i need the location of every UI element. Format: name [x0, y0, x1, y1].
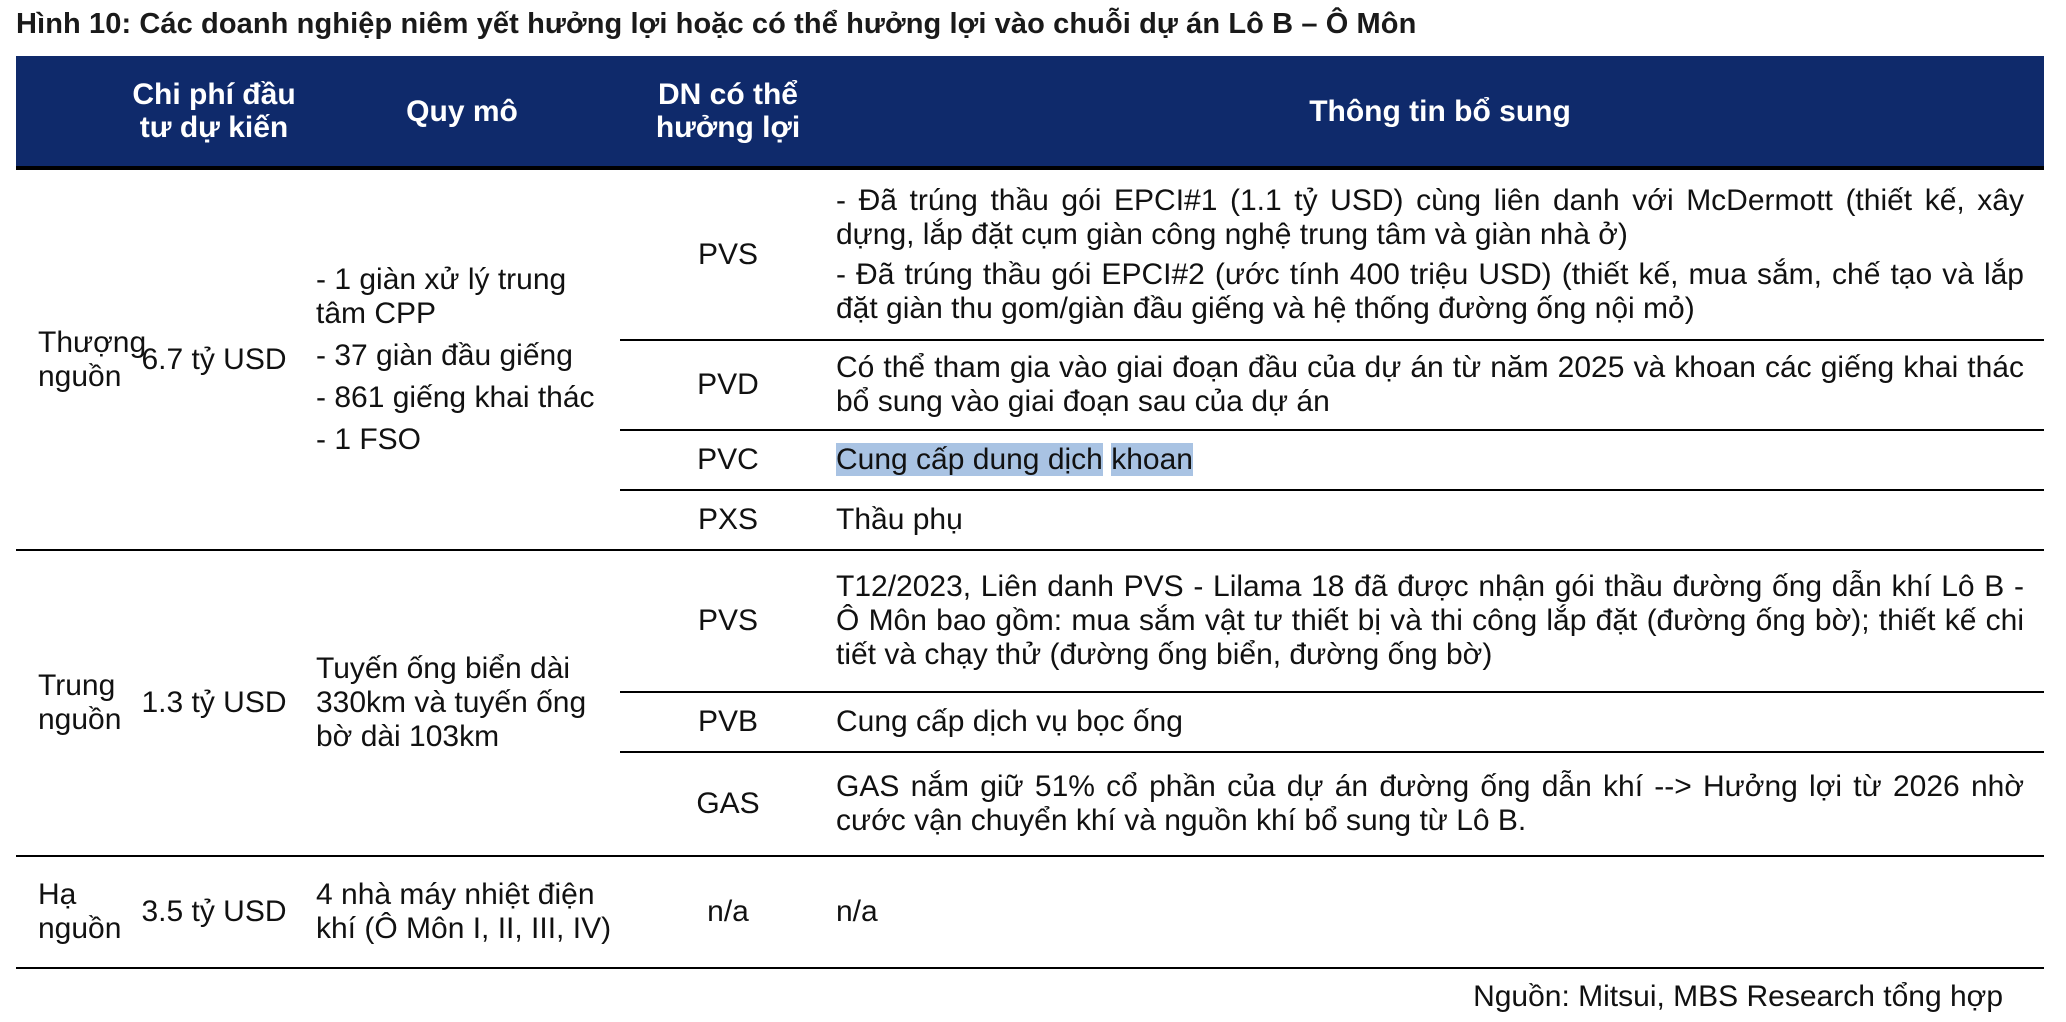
table-row: [16, 168, 2044, 340]
scale-downstream: 4 nhà máy nhiệt điện khí (Ô Môn I, II, III, IV): [304, 856, 620, 968]
company-cell: GAS: [620, 752, 836, 856]
company-cell: PVS: [620, 168, 836, 340]
table-row: [16, 550, 2044, 692]
info-paragraph: - Đã trúng thầu gói EPCI#1 (1.1 tỷ USD) cùng liên danh với McDermott (thiết kế, xây dựng, lắp đặt cụm giàn công nghệ trung tâm và giàn nhà ở): [836, 183, 2024, 251]
cost-midstream: 1.3 tỷ USD: [124, 550, 304, 856]
header-company: DN có thể hưởng lợi: [655, 78, 801, 144]
company-cell: PVD: [620, 340, 836, 430]
scale-item: - 1 FSO: [316, 422, 422, 456]
info-paragraph: - Đã trúng thầu gói EPCI#2 (ước tính 400 triệu USD) (thiết kế, mua sắm, chế tạo và lắp đặt giàn thu gom/giàn đầu giếng và hệ thống đường ống nội mỏ): [836, 257, 2024, 325]
company-cell: PVS: [620, 550, 836, 692]
info-cell: [836, 430, 2044, 490]
table-row: [16, 856, 2044, 968]
scale-upstream: [304, 168, 620, 550]
highlighted-text: Cung cấp dung dịch: [836, 443, 1103, 476]
beneficiaries-table: [16, 56, 2044, 969]
company-cell: PVC: [620, 430, 836, 490]
header-info: Thông tin bổ sung: [1309, 94, 1571, 128]
info-cell: GAS nắm giữ 51% cổ phần của dự án đường ống dẫn khí --> Hưởng lợi từ 2026 nhờ cước vận chuyển khí và nguồn khí bổ sung từ Lô B.: [836, 752, 2044, 856]
segment-midstream: Trung nguồn: [16, 550, 124, 856]
info-cell: [836, 168, 2044, 340]
header-cost: Chi phí đầu tư dự kiến: [132, 78, 296, 144]
info-cell: Cung cấp dịch vụ bọc ống: [836, 692, 2044, 752]
info-cell: Có thể tham gia vào giai đoạn đầu của dự án từ năm 2025 và khoan các giếng khai thác bổ sung vào giai đoạn sau của dự án: [836, 340, 2044, 430]
scale-item: - 37 giàn đầu giếng: [316, 338, 573, 372]
cost-upstream: 6.7 tỷ USD: [124, 168, 304, 550]
scale-item: - 861 giếng khai thác: [316, 380, 595, 414]
source-note: Nguồn: Mitsui, MBS Research tổng hợp: [1473, 980, 2003, 1013]
cost-downstream: 3.5 tỷ USD: [124, 856, 304, 968]
segment-upstream: Thượng nguồn: [16, 168, 124, 550]
info-cell: T12/2023, Liên danh PVS - Lilama 18 đã được nhận gói thầu đường ống dẫn khí Lô B - Ô Môn bao gồm: mua sắm vật tư thiết bị và thi công lắp đặt (đường ống bờ); thiết kế chi tiết và chạy thử (đường ống biển, đường ống bờ): [836, 550, 2044, 692]
scale-item: - 1 giàn xử lý trung tâm CPP: [316, 262, 567, 330]
highlighted-text: khoan: [1111, 443, 1193, 476]
info-cell: n/a: [836, 856, 2044, 968]
company-cell: PXS: [620, 490, 836, 550]
scale-midstream: Tuyến ống biển dài 330km và tuyến ống bờ dài 103km: [304, 550, 620, 856]
company-cell: n/a: [620, 856, 836, 968]
header-scale: Quy mô: [406, 94, 518, 128]
header-segment: [16, 56, 124, 168]
company-cell: PVB: [620, 692, 836, 752]
figure-title: Hình 10: Các doanh nghiệp niêm yết hưởng lợi hoặc có thể hưởng lợi vào chuỗi dự án Lô B – Ô Môn: [16, 8, 1417, 40]
segment-downstream: Hạ nguồn: [16, 856, 124, 968]
info-cell: Thầu phụ: [836, 490, 2044, 550]
table-header: [16, 56, 2044, 168]
